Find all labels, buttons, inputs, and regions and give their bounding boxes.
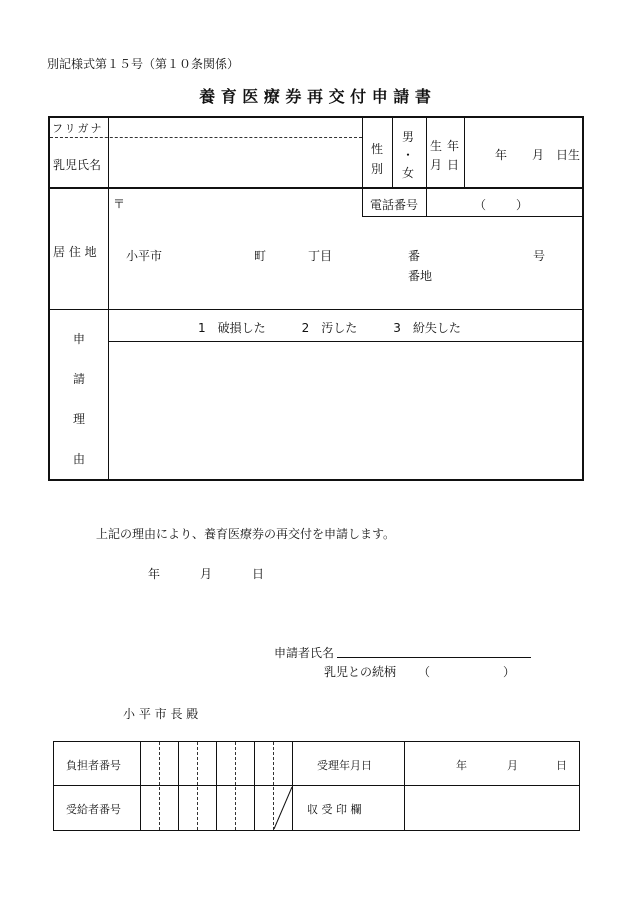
phone-label: 電話番号	[370, 198, 419, 212]
ban-unit: 番	[408, 249, 421, 263]
sex-label-2: 別	[371, 162, 384, 176]
recipient-number-label: 受給者番号	[66, 803, 121, 816]
city-name: 小平市	[126, 249, 163, 263]
burden-number-label: 負担者番号	[66, 759, 121, 772]
phone-paren-close: ）	[516, 198, 529, 212]
birth-day-unit: 日生	[556, 148, 581, 162]
address-field[interactable]	[110, 220, 582, 307]
chome-unit: 丁目	[308, 249, 333, 263]
relation-paren-close: ）	[503, 665, 516, 679]
furigana-field[interactable]	[110, 118, 360, 136]
sex-option-female[interactable]: 女	[402, 166, 415, 180]
go-unit: 号	[533, 249, 546, 263]
reason-options[interactable]: 1 破損した 2 汚した 3 紛失した	[198, 321, 461, 335]
reason-label-3: 理	[73, 412, 86, 426]
date-month-unit: 月	[200, 567, 213, 581]
cho-unit: 町	[254, 249, 267, 263]
receive-date-label: 受理年月日	[317, 759, 372, 772]
applicant-label: 申請者氏名	[274, 646, 335, 660]
birth-label-1: 生	[430, 139, 443, 153]
postal-mark: 〒	[113, 197, 126, 211]
slash-mark	[272, 785, 294, 831]
infant-name-label: 乳児氏名	[53, 158, 102, 172]
furigana-label: フリガナ	[52, 122, 104, 135]
receive-day-unit: 日	[556, 759, 567, 772]
date-year-unit: 年	[148, 567, 161, 581]
birth-label-4: 日	[447, 158, 460, 172]
infant-name-field[interactable]	[110, 140, 360, 186]
form-number: 別記様式第１５号（第１０条関係）	[47, 57, 240, 71]
reason-label-4: 由	[73, 452, 86, 466]
receive-month-unit: 月	[507, 759, 518, 772]
sex-separator: ・	[402, 148, 415, 162]
relation-paren-open: （	[418, 665, 431, 679]
statement-text: 上記の理由により、養育医療券の再交付を申請します。	[96, 527, 396, 541]
form-title: 養 育 医 療 券 再 交 付 申 請 書	[199, 87, 431, 106]
phone-field[interactable]	[430, 191, 580, 213]
addressee: 小 平 市 長 殿	[123, 707, 199, 721]
stamp-label: 収 受 印 欄	[307, 803, 362, 816]
date-day-unit: 日	[252, 567, 265, 581]
birth-label-3: 月	[430, 158, 443, 172]
sex-label-1: 性	[371, 142, 384, 156]
birth-year-unit: 年	[495, 148, 508, 162]
receive-year-unit: 年	[456, 759, 467, 772]
sex-option-male[interactable]: 男	[402, 130, 415, 144]
birth-label-2: 年	[447, 139, 460, 153]
reason-label-1: 申	[73, 332, 86, 346]
applicant-name-field[interactable]	[338, 640, 530, 656]
banchi-unit: 番地	[408, 269, 433, 283]
relation-field[interactable]	[432, 661, 500, 679]
reason-detail-field[interactable]	[110, 344, 582, 478]
phone-paren-open: （	[474, 198, 487, 212]
relation-label: 乳児との続柄	[324, 665, 397, 679]
postal-code-field[interactable]	[126, 191, 358, 213]
reason-label-2: 請	[73, 372, 86, 386]
birth-month-unit: 月	[532, 148, 545, 162]
address-label: 居 住 地	[53, 245, 97, 259]
office-table	[53, 741, 580, 831]
